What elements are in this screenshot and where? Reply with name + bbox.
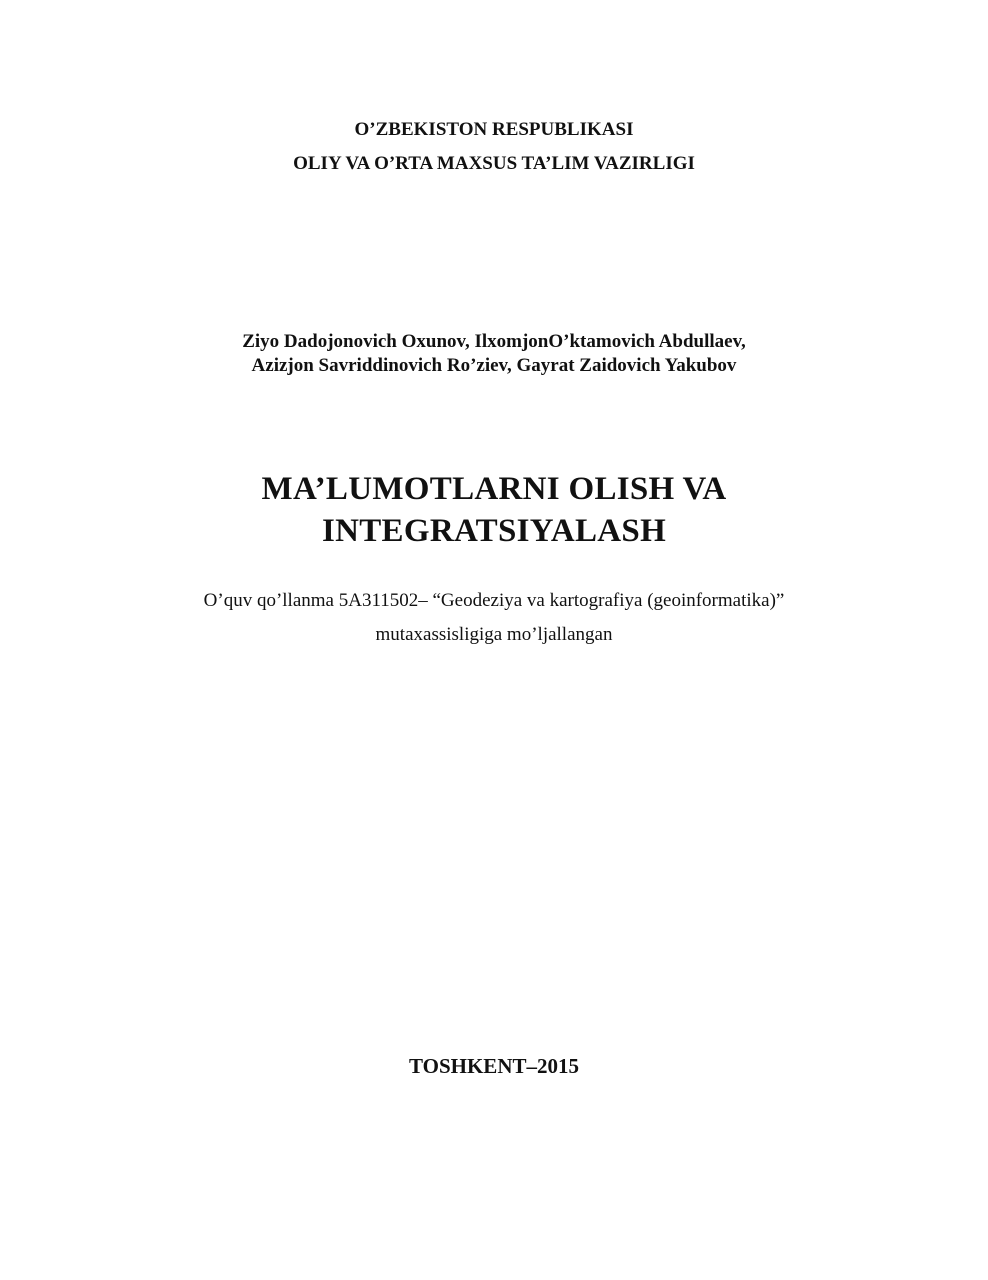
authors-list: [0, 330, 988, 378]
title-line-1: MA’LUMOTLARNI OLISH VA: [261, 471, 727, 507]
authors-line-2: Azizjon Savriddinovich Ro’ziev, Gayrat Zaidovich Yakubov: [251, 355, 737, 376]
title-line-2: INTEGRATSIYALASH: [321, 513, 667, 549]
city-year: TOSHKENT–2015: [409, 1054, 579, 1078]
country-name: O’ZBEKISTON RESPUBLIKASI: [354, 119, 634, 140]
book-subtitle: [0, 584, 988, 652]
ministry-name: OLIY VA O’RTA MAXSUS TA’LIM VAZIRLIGI: [293, 153, 695, 174]
publication-place-year: [0, 1052, 988, 1080]
subtitle-line-1: O’quv qo’llanma 5A311502– “Geodeziya va kartografiya (geoinformatika)”: [203, 590, 785, 611]
ministry-header: [0, 113, 988, 181]
authors-line-1: Ziyo Dadojonovich Oxunov, IlxomjonO’ktamovich Abdullaev,: [242, 331, 746, 352]
subtitle-line-2: mutaxassisligiga mo’ljallangan: [375, 624, 613, 645]
book-title: [0, 468, 988, 552]
